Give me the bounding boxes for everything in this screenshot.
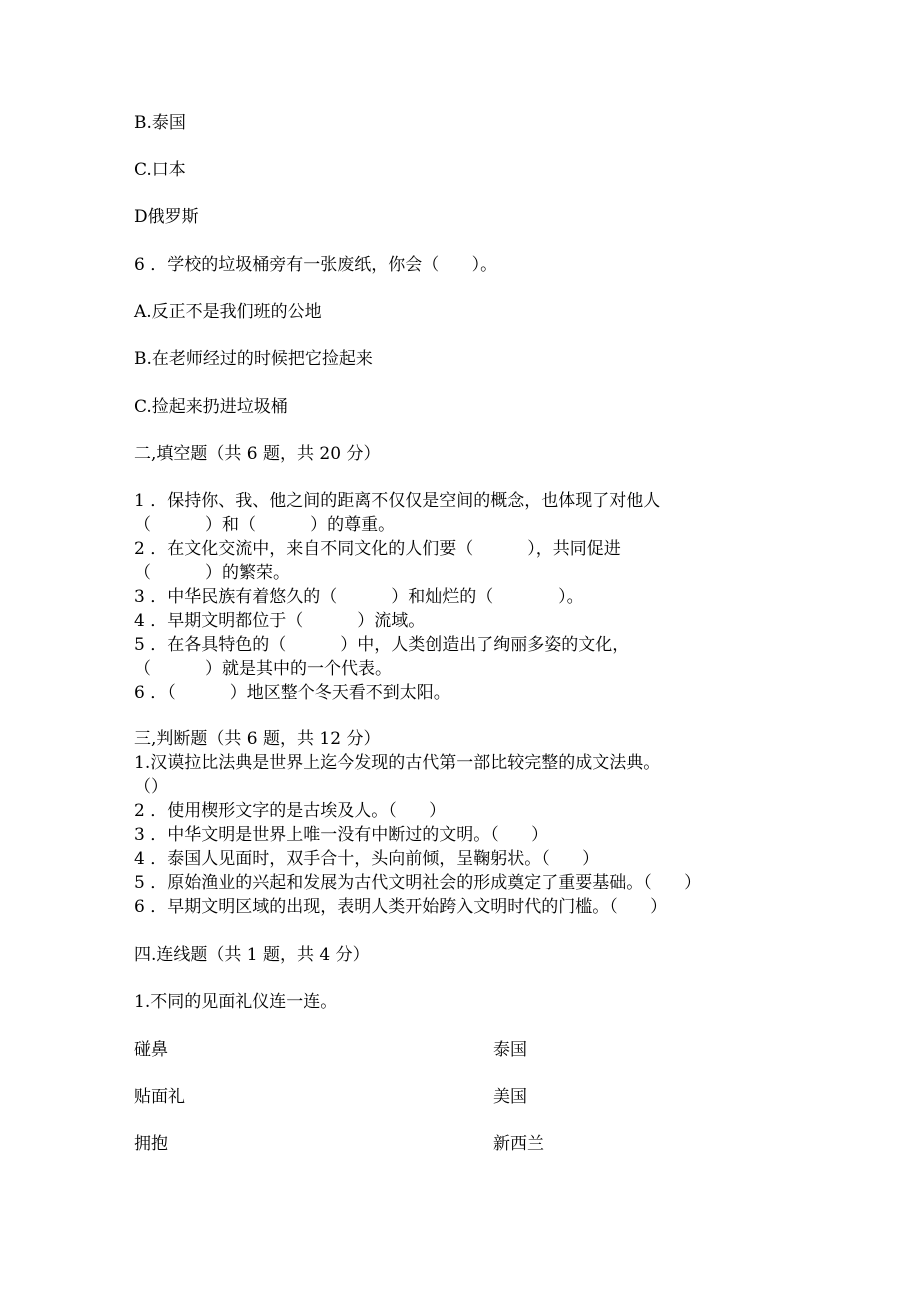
- true-false-line: （）: [134, 777, 168, 797]
- fill-blank-line: 6 ．（ ）地区整个冬天看不到太阳。: [134, 683, 451, 703]
- true-false-line: 2 ．使用楔形文字的是古埃及人。（ ）: [134, 801, 447, 821]
- option-c: C.捡起来扔进垃圾桶: [134, 397, 288, 417]
- matching-left-item: 贴面礼: [134, 1087, 185, 1107]
- true-false-line: 1.汉谟拉比法典是世界上迄今发现的古代第一部比较完整的成文法典。: [134, 753, 661, 773]
- true-false-line: 4 ．泰国人见面时，双手合十，头向前倾，呈鞠躬状。（ ）: [134, 849, 600, 869]
- true-false-line: 5 ．原始渔业的兴起和发展为古代文明社会的形成奠定了重要基础。（ ）: [134, 873, 702, 893]
- fill-blank-line: 4 ．早期文明都位于（ ）流域。: [134, 611, 426, 631]
- matching-left-item: 碰鼻: [134, 1040, 168, 1060]
- option-b: B.泰国: [134, 113, 186, 133]
- matching-right-item: 美国: [493, 1087, 527, 1107]
- true-false-line: 6 ．早期文明区域的出现，表明人类开始跨入文明时代的门槛。（ ）: [134, 897, 668, 917]
- fill-blank-line: 2 ．在文化交流中，来自不同文化的人们要（ ），共同促进: [134, 539, 621, 559]
- option-d: D俄罗斯: [134, 207, 199, 227]
- fill-blank-line: （ ）的繁荣。: [134, 563, 291, 583]
- fill-blank-line: （ ）和（ ）的尊重。: [134, 515, 396, 535]
- question-stem: 6 ．学校的垃圾桶旁有一张废纸，你会（ ）。: [134, 255, 498, 275]
- option-a: A.反正不是我们班的公地: [134, 302, 322, 322]
- matching-left-item: 拥抱: [134, 1134, 168, 1154]
- section-heading-true-false: 三,判断题（共 6 题，共 12 分）: [134, 729, 381, 749]
- fill-blank-line: 5 ．在各具特色的（ ）中，人类创造出了绚丽多姿的文化，: [134, 635, 630, 655]
- section-heading-fill-blank: 二,填空题（共 6 题，共 20 分）: [134, 444, 381, 464]
- fill-blank-line: 1 ．保持你、我、他之间的距离不仅仅是空间的概念，也体现了对他人: [134, 491, 661, 511]
- option-c: C.口本: [134, 160, 186, 180]
- fill-blank-line: （ ）就是其中的一个代表。: [134, 659, 393, 679]
- matching-right-item: 新西兰: [493, 1134, 544, 1154]
- section-heading-matching: 四.连线题（共 1 题，共 4 分）: [134, 945, 370, 965]
- option-b: B.在老师经过的时候把它捡起来: [134, 349, 373, 369]
- true-false-line: 3 ．中华文明是世界上唯一没有中断过的文明。（ ）: [134, 825, 549, 845]
- matching-right-item: 泰国: [493, 1040, 527, 1060]
- matching-question: 1.不同的见面礼仪连一连。: [134, 992, 338, 1012]
- fill-blank-line: 3 ．中华民族有着悠久的（ ）和灿烂的（ ）。: [134, 587, 584, 607]
